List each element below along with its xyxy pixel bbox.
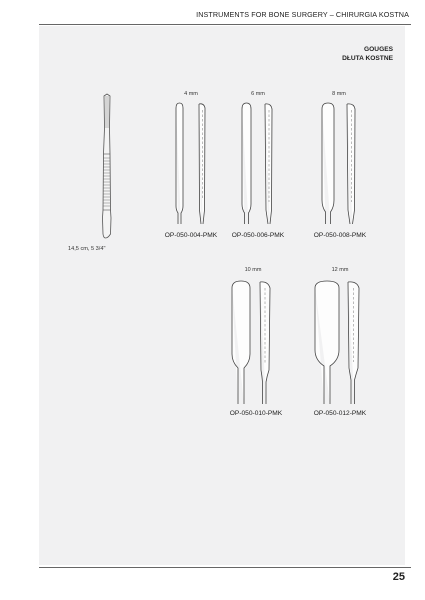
gouge-6mm-tip-illustration [233,100,283,224]
product-code-12mm: OP-050-012-PMK [313,410,367,417]
header-divider [39,24,411,25]
footer-divider [39,567,411,568]
gouge-8mm-tip-illustration [314,100,366,224]
gouge-4mm-tip-illustration [166,100,216,224]
product-code-6mm: OP-050-006-PMK [231,232,285,239]
product-code-4mm: OP-050-004-PMK [164,232,218,239]
section-title-en: GOUGES [364,46,393,53]
size-label-8mm: 8 mm [332,91,346,97]
product-code-10mm: OP-050-010-PMK [229,410,283,417]
gouge-full-instrument-illustration [96,92,120,242]
page-header-title: INSTRUMENTS FOR BONE SURGERY – CHIRURGIA KOSTNA [196,10,409,19]
gouge-12mm-tip-illustration [310,278,370,404]
size-label-6mm: 6 mm [251,91,265,97]
product-code-8mm: OP-050-008-PMK [313,232,367,239]
section-title-pl: DŁUTA KOSTNE [342,55,393,62]
size-label-10mm: 10 mm [244,267,262,273]
section-title [342,45,393,63]
instrument-length-label: 14,5 cm, 5 3/4" [68,246,106,252]
size-label-4mm: 4 mm [184,91,198,97]
gouge-10mm-tip-illustration [226,278,282,404]
page-number: 25 [392,571,405,583]
size-label-12mm: 12 mm [331,267,349,273]
